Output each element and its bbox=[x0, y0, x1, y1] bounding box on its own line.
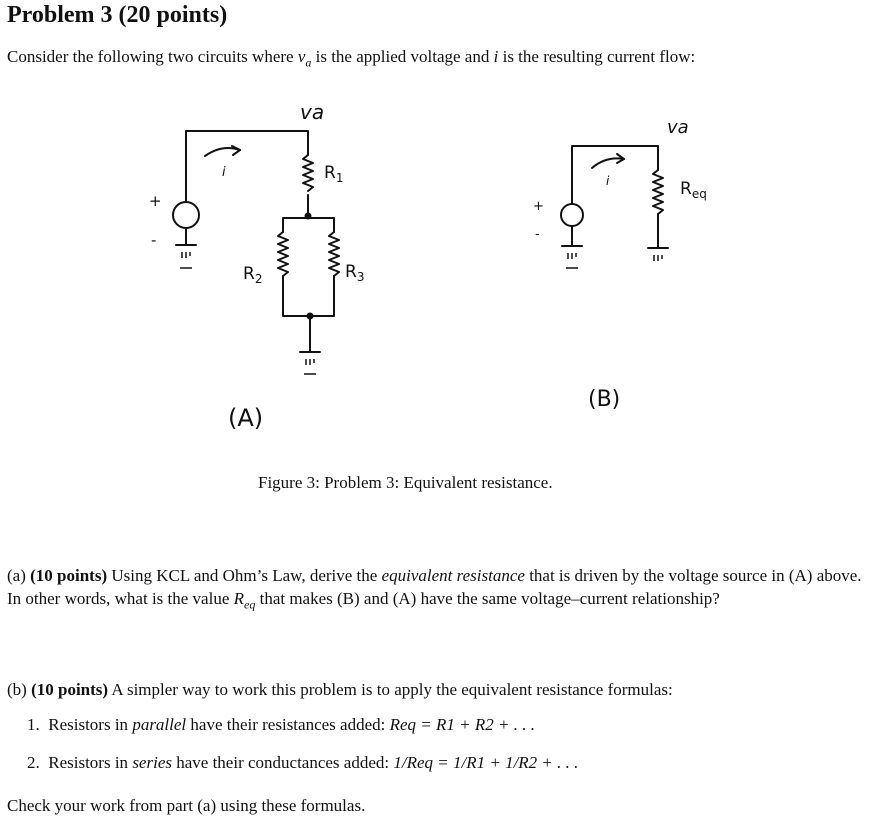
va-symbol: $v_a$ bbox=[297, 47, 312, 70]
figure-caption: Figure 3: Problem 3: Equivalent resistance. bbox=[258, 473, 553, 492]
req-symbol: $R_{eq}$ bbox=[233, 589, 256, 612]
i-label-b: i bbox=[606, 174, 610, 188]
formula-parallel: Req = R1 + R2 + . . . bbox=[389, 715, 535, 734]
r3-label: $R_3$ bbox=[345, 262, 365, 284]
plus-sign-a: + bbox=[149, 192, 162, 210]
r2-resistor bbox=[278, 232, 288, 276]
closing-text: Check your work from part (a) using these formulas. bbox=[7, 796, 366, 815]
intro-pre: Consider the following two circuits where bbox=[7, 47, 298, 66]
minus-sign-a: - bbox=[151, 231, 157, 249]
part-b-text: (b) (10 points) A simpler way to work this problem is to apply the equivalent resistance formulas: bbox=[7, 680, 673, 699]
list-item-parallel: 1. Resistors in parallel have their resistances added: Req = R1 + R2 + . . . bbox=[27, 715, 535, 734]
formula-series: 1/Req = 1/R1 + 1/R2 + . . . bbox=[393, 753, 579, 772]
req-label: $R_{eq}$ bbox=[680, 179, 707, 201]
r1-resistor bbox=[303, 155, 313, 191]
req-resistor bbox=[653, 170, 663, 214]
voltage-source-a bbox=[173, 202, 199, 228]
minus-sign-b: - bbox=[535, 227, 540, 242]
va-label-b: va bbox=[667, 117, 689, 138]
intro-mid: is the applied voltage and bbox=[311, 47, 494, 66]
part-a-points: (10 points) bbox=[30, 566, 108, 585]
circuit-b-wiring bbox=[561, 146, 668, 248]
part-a-emphasis: equivalent resistance bbox=[381, 566, 525, 585]
part-b-points: (10 points) bbox=[31, 680, 109, 699]
i-label-a: i bbox=[222, 165, 226, 180]
r2-label: $R_2$ bbox=[243, 264, 263, 286]
r1-label: $R_1$ bbox=[324, 163, 344, 185]
problem-title: Problem 3 (20 points) bbox=[7, 2, 228, 28]
r3-resistor bbox=[329, 232, 339, 276]
part-a-text: (a) (10 points) Using KCL and Ohm’s Law, derive the equivalent resistance that is driven by the voltage source in (A) above. In other words, what is the value $R_{eq}$ that makes (B) and (A) have the same voltage–current relationship? bbox=[7, 566, 862, 612]
i-symbol: i bbox=[493, 47, 499, 66]
list-item-series: 2. Resistors in series have their conductances added: 1/Req = 1/R1 + 1/R2 + . . . bbox=[27, 753, 579, 772]
voltage-source-b bbox=[561, 204, 583, 226]
circuit-a-wiring bbox=[173, 131, 339, 352]
circuit-a-label: (A) bbox=[228, 404, 264, 432]
va-label-a: va bbox=[300, 100, 325, 124]
plus-sign-b: + bbox=[533, 199, 544, 214]
circuit-b-label: (B) bbox=[588, 387, 621, 412]
intro-post: is the resulting current flow: bbox=[498, 47, 696, 66]
